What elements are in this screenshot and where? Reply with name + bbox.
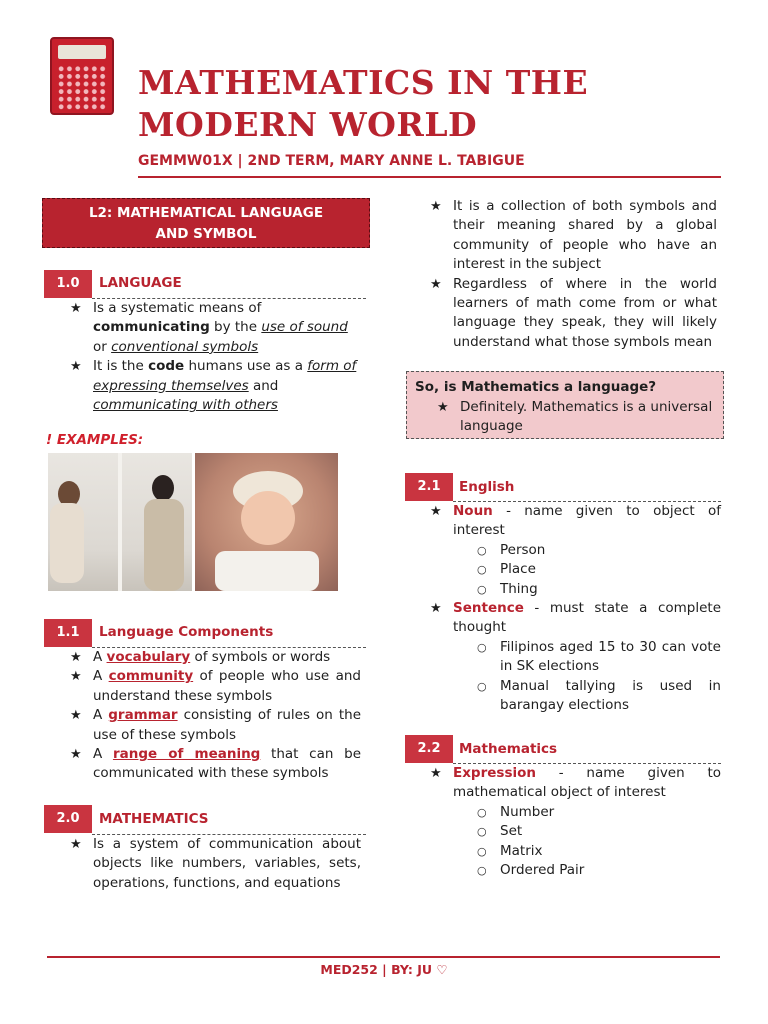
emphasis-text: form of expressing themselves — [93, 358, 357, 394]
mathematics-list — [70, 835, 361, 893]
text: A — [93, 707, 109, 724]
list-item — [70, 667, 361, 706]
callout-answer-list — [437, 398, 715, 437]
page-title — [138, 62, 588, 146]
text: or — [93, 338, 112, 355]
list-item — [70, 357, 366, 415]
sentence-examples — [477, 638, 721, 716]
text: - name given to object of interest — [453, 503, 721, 539]
text: by the — [209, 319, 262, 336]
bold-text: communicating — [93, 319, 210, 336]
text: - must state a complete thought — [453, 600, 721, 636]
text: of people who use and understand these symbols — [93, 668, 361, 704]
section-title-language: LANGUAGE — [99, 275, 182, 291]
emphasis-text: use of sound — [261, 319, 348, 336]
list-item: ○ Thing — [477, 580, 721, 599]
text: - name given to mathematical object of interest — [453, 765, 721, 801]
text: consisting of rules on the use of these symbols — [93, 707, 361, 743]
footer-divider — [47, 956, 720, 958]
math-expression-list — [430, 764, 721, 880]
section-number-2-1: 2.1 — [405, 473, 453, 501]
list-item — [70, 299, 366, 357]
list-item: ○ Filipinos aged 15 to 30 can vote in SK elections — [477, 638, 721, 677]
page-subtitle: GEMMW01X | 2ND TERM, MARY ANNE L. TABIGUE — [138, 153, 525, 169]
section-number-2-0: 2.0 — [44, 805, 92, 833]
photo-baby — [195, 453, 338, 591]
english-list — [430, 502, 721, 715]
calculator-keys — [57, 65, 107, 111]
list-item — [70, 648, 361, 667]
photo-people-talking — [48, 453, 192, 591]
list-item — [430, 502, 721, 599]
list-item — [430, 599, 721, 715]
calculator-icon — [50, 37, 114, 115]
components-list — [70, 648, 361, 784]
keyword: Sentence — [453, 600, 524, 617]
list-item: ○ Matrix — [477, 842, 721, 861]
list-item: ○ Set — [477, 822, 721, 841]
emphasis-text: communicating with others — [93, 397, 278, 414]
callout-box — [406, 371, 724, 439]
text: A — [93, 746, 113, 763]
keyword: community — [108, 668, 194, 685]
lesson-title-line-2: AND SYMBOL — [155, 226, 257, 242]
noun-examples — [477, 541, 721, 599]
section-title-mathematics-2: Mathematics — [459, 741, 558, 757]
list-item: ○ Ordered Pair — [477, 861, 721, 880]
list-item: ★ It is a collection of both symbols and their meaning shared by a global community of people who have an interest in the subject — [430, 197, 717, 275]
keyword: Noun — [453, 503, 493, 519]
list-item: ★ Is a system of communication about objects like numbers, variables, sets, operations, functions, and equations — [70, 835, 361, 893]
list-item — [70, 706, 361, 745]
list-item — [430, 764, 721, 880]
list-item: ★ Regardless of where in the world learners of math come from or what language they speak, they will likely understand what those symbols mean — [430, 275, 717, 353]
text: Is a systematic means of — [93, 300, 262, 316]
keyword: vocabulary — [106, 649, 191, 665]
text: It is the — [93, 358, 149, 375]
list-item — [70, 745, 361, 784]
lesson-title-line-1: L2: MATHEMATICAL LANGUAGE — [88, 205, 324, 221]
language-list — [70, 299, 366, 415]
list-item: ○ Person — [477, 541, 721, 560]
page-footer: MED252 | BY: JU ♡ — [320, 962, 448, 977]
callout-answer: ★ Definitely. Mathematics is a universal language — [437, 398, 715, 437]
text: A — [93, 668, 109, 685]
lesson-title-box — [42, 198, 370, 248]
title-line-1: MATHEMATICS IN THE — [138, 63, 589, 102]
bold-text: code — [148, 358, 185, 375]
keyword: range of meaning — [112, 746, 261, 763]
list-item: ○ Manual tallying is used in barangay elections — [477, 677, 721, 716]
text: that can be communicated with these symbols — [93, 746, 362, 782]
keyword: grammar — [108, 707, 178, 724]
calculator-screen — [58, 45, 106, 59]
header-divider — [138, 176, 721, 178]
keyword: Expression — [453, 765, 536, 781]
section-title-english: English — [459, 479, 515, 495]
text: and — [248, 377, 279, 394]
callout-question: So, is Mathematics a language? — [415, 379, 657, 395]
expression-examples — [477, 803, 721, 881]
section-number-1-1: 1.1 — [44, 619, 92, 647]
section-number-2-2: 2.2 — [405, 735, 453, 763]
examples-label: ! EXAMPLES: — [46, 432, 144, 448]
section-title-language-components: Language Components — [99, 624, 274, 640]
section-title-mathematics: MATHEMATICS — [99, 811, 209, 827]
emphasis-text: conventional symbols — [111, 338, 259, 355]
section-number-1-0: 1.0 — [44, 270, 92, 298]
text: of symbols or words — [190, 649, 331, 665]
list-item: ○ Number — [477, 803, 721, 822]
list-item: ○ Place — [477, 560, 721, 579]
title-line-2: MODERN WORLD — [138, 105, 478, 144]
text: A — [93, 649, 107, 665]
mathematics-details-list — [430, 197, 717, 352]
text: humans use as a — [184, 358, 308, 375]
